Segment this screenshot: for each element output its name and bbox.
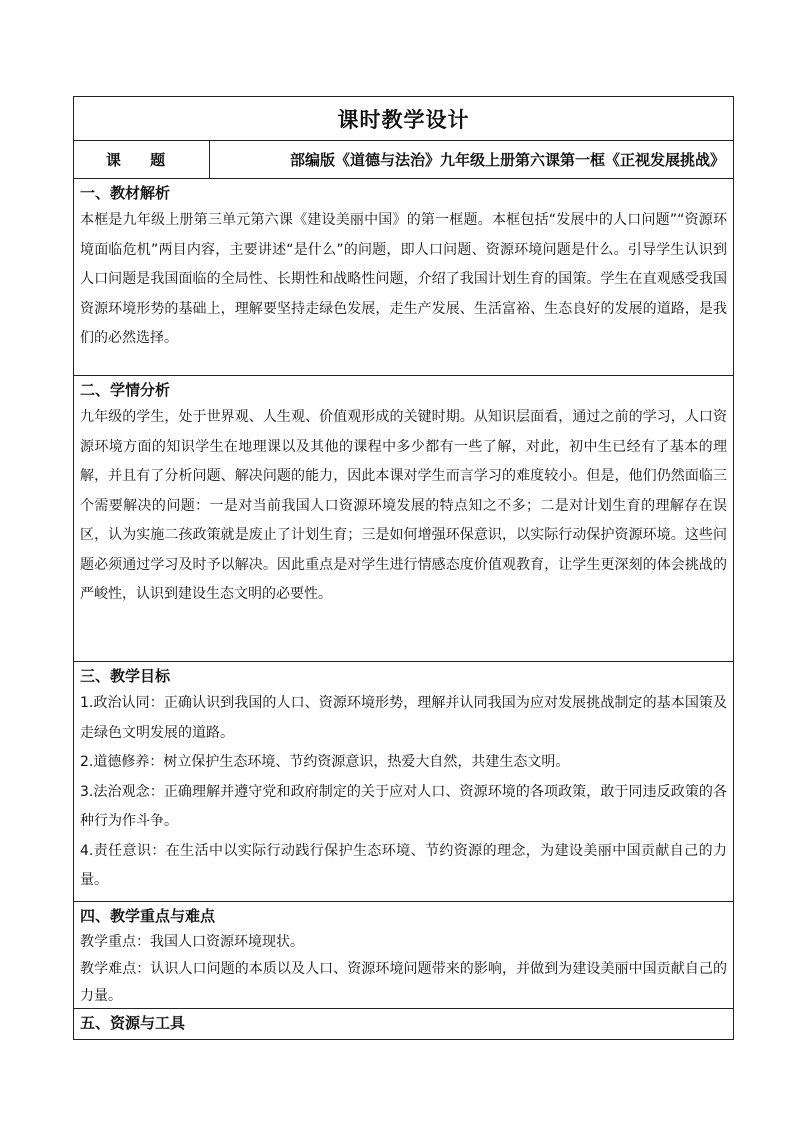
section-paragraph: 本框是九年级上册第三单元第六课《建设美丽中国》的第一框题。本框包括“发展中的人口问题”“资源环境面临危机”两目内容，主要讲述“是什么”的问题，即人口问题、资源环境问题是什么。引导学生认识到人口问题是我国面临的全局性、长期性和战略性问题，介绍了我国计划生育的国策。学生在直观感受我国资源环境形势的基础上，理解要坚持走绿色发展，走生产发展、生活富裕、生态良好的发展的道路，是我们的必然选择。 bbox=[80, 212, 727, 346]
topic-row bbox=[74, 141, 733, 179]
document-title: 课时教学设计 bbox=[74, 97, 733, 141]
goal-item: 1.政治认同：正确认识到我国的人口、资源环境形势，理解并认同我国为应对发展挑战制定的基本国策及走绿色文明发展的道路。 bbox=[80, 695, 727, 741]
section-resources-tools bbox=[74, 1009, 733, 1039]
goal-item: 4.责任意识：在生活中以实际行动践行保护生态环境、节约资源的理念，为建设美丽中国贡献自己的力量。 bbox=[80, 842, 727, 888]
topic-value: 部编版《道德与法治》九年级上册第六课第一框《正视发展挑战》 bbox=[289, 151, 725, 169]
section-heading: 二、学情分析 bbox=[80, 381, 171, 399]
key-point: 教学重点：我国人口资源环境现状。 bbox=[80, 934, 304, 950]
difficult-point: 教学难点：认识人口问题的本质以及人口、资源环境问题带来的影响，并做到为建设美丽中国贡献自己的力量。 bbox=[80, 961, 727, 1004]
section-heading: 五、资源与工具 bbox=[80, 1014, 186, 1032]
section-paragraph: 九年级的学生，处于世界观、人生观、价值观形成的关键时期。从知识层面看，通过之前的学习，人口资源环境方面的知识学生在地理课以及其他的课程中多少都有一些了解，对此，初中生已经有了基本的理解，并且有了分析问题、解决问题的能力，因此本课对学生而言学习的难度较小。但是，他们仍然面临三个需要解决的问题：一是对当前我国人口资源环境发展的特点知之不多；二是对计划生育的理解存在误区，认为实施二孩政策就是废止了计划生育；三是如何增强环保意识，以实际行动保护资源环境。这些问题必须通过学习及时予以解决。因此重点是对学生进行情感态度价值观教育，让学生更深刻的体会挑战的严峻性，认识到建设生态文明的必要性。 bbox=[80, 409, 727, 602]
goal-item: 2.道德修养：树立保护生态环境、节约资源意识，热爱大自然，共建生态文明。 bbox=[80, 754, 570, 770]
lesson-design-table bbox=[73, 96, 734, 1040]
section-heading: 三、教学目标 bbox=[80, 667, 171, 685]
section-student-analysis bbox=[74, 376, 733, 662]
section-key-points bbox=[74, 902, 733, 1009]
goal-item: 3.法治观念：正确理解并遵守党和政府制定的关于应对人口、资源环境的各项政策，敢于同违反政策的各种行为作斗争。 bbox=[80, 783, 727, 829]
section-heading: 一、教材解析 bbox=[80, 184, 171, 202]
section-teaching-goals bbox=[74, 662, 733, 902]
section-textbook-analysis bbox=[74, 179, 733, 376]
topic-label: 课 题 bbox=[74, 141, 210, 178]
section-heading: 四、教学重点与难点 bbox=[80, 907, 216, 925]
